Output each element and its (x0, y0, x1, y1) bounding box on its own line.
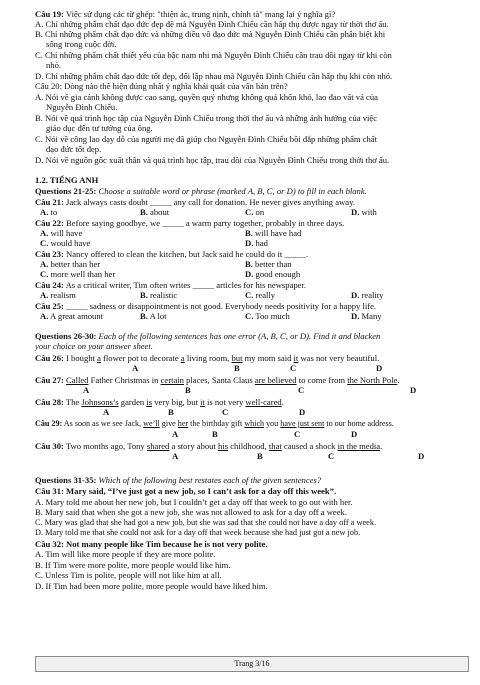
group-26-30-instruction: Questions 26-30: Each of the following sentences has one error (A, B, C, or D). Find it and blacken (35, 331, 381, 341)
q24-option-b: B. realistic (140, 290, 178, 300)
page-number: Trang 3/16 (234, 659, 270, 668)
q22-stem: Câu 22: Before saying goodbye, we _____ a warm party together, probably in three days. (35, 218, 345, 228)
q21-option-b: B. about (140, 207, 170, 217)
q23-option-a: A. better than her (40, 259, 101, 269)
q21-stem: Câu 21: Jack always casts doubt _____ any call for donation. He never gives anything away. (35, 197, 355, 207)
q29-mark-b: B (212, 429, 218, 439)
q32-option-d: D. If Tim had been more polite, more people would have liked him. (35, 581, 268, 591)
q31-option-b: B. Mary said that when she got a new job, she was not allowed to ask for a day off a week. (35, 507, 348, 517)
q20-option-b-cont: giáo dục đến tư tưởng của ông. (46, 123, 153, 133)
q20-option-b: B. Nói về quá trình học tập của Nguyễn Đình Chiểu trong thời thơ ấu và những ảnh hưởng của việc (35, 113, 378, 123)
q26-mark-d: D (376, 363, 383, 373)
q23-stem: Câu 23: Nancy offered to clean the kitchen, but Jack said he could do it _____. (35, 249, 309, 259)
q20-option-c: C. Nói về công lao dạy dỗ của người mẹ đã giúp cho Nguyễn Đình Chiểu bồi đắp những phẩm chất (35, 134, 378, 144)
q20-option-a-cont: Nguyễn Đình Chiểu. (46, 102, 118, 112)
q28-sentence: Câu 28: The Johnsons’s garden is very big, but it is not very well-cared. (35, 397, 284, 407)
q24-option-d: D. reality (351, 290, 384, 300)
q26-sentence: Câu 26: I bought a flower pot to decorate a living room, but my mom said it was not very beautiful. (35, 353, 380, 363)
q22-option-c: C. would have (40, 238, 91, 248)
group-31-35-instruction: Questions 31-35: Which of the following best restates each of the given sentences? (35, 475, 322, 485)
q20-stem: Câu 20: Dòng nào thể hiện đúng nhất ý nghĩa khái quát của văn bản trên? (35, 81, 288, 91)
q27-mark-d: D (410, 385, 417, 395)
q22-option-b: B. will have had (245, 228, 302, 238)
q31-option-d: D. Mary told me that she could not ask for a day off that week because she had just got a new job. (35, 528, 361, 537)
q21-option-a: A. to (40, 207, 58, 217)
group-26-30-instruction-cont: your choice on your answer sheet. (35, 341, 153, 351)
q19-option-b: B. Chỉ những phẩm chất đạo đức và những điều vô đạo đức mà Nguyễn Đình Chiểu cần phân biệt khi (35, 29, 386, 39)
q24-option-a: A. realism (40, 290, 76, 300)
q24-option-c: C. really (245, 290, 276, 300)
q29-mark-a: A (172, 429, 179, 439)
q32-option-a: A. Tim will like more people if they are more polite. (35, 549, 216, 559)
q28-mark-b: B (168, 407, 174, 417)
q32-option-b: B. If Tim were more polite, more people would like him. (35, 560, 231, 570)
q19-option-b-cont: sống trong cuộc đời. (46, 39, 117, 49)
q21-option-c: C. on (245, 207, 265, 217)
q30-mark-c: C (328, 451, 335, 461)
q26-mark-c: C (290, 363, 297, 373)
section-heading: 1.2. TIẾNG ANH (35, 175, 99, 185)
q22-option-a: A. will have (40, 228, 83, 238)
q23-option-c: C. more well than her (40, 269, 116, 279)
q24-stem: Câu 24: As a critical writer, Tim often writes _____ articles for his newspaper. (35, 280, 307, 290)
q32-stem: Câu 32: Not many people like Tim because he is not very polite. (35, 539, 268, 549)
q27-mark-a: A (83, 385, 90, 395)
q19-option-c-cont: nhỏ. (46, 60, 62, 70)
q32-option-c: C. Unless Tim is polite, people will not like him at all. (35, 570, 222, 580)
group-21-25-instruction: Questions 21-25: Choose a suitable word or phrase (marked A, B, C, or D) to fill in each blank. (35, 186, 367, 196)
q29-mark-d: D (351, 429, 358, 439)
q25-option-c: C. Too much (245, 311, 290, 321)
q30-sentence: Câu 30: Two months ago, Tony shared a story about his childhood, that caused a shock in the media. (35, 441, 383, 451)
q28-mark-c: C (222, 407, 229, 417)
q27-mark-b: B (185, 385, 191, 395)
q29-mark-c: C (294, 429, 301, 439)
q20-option-a: A. Nói về gia cảnh không được cao sang, quyền quý nhưng không quá khốn khó, lao đao vất vả của (35, 92, 378, 102)
q19-stem: Câu 19: Việc sử dụng các từ ghép: "thiện ác, trung nịnh, chính tà" mang lại ý nghĩa gì? (35, 9, 336, 19)
q26-mark-a: A (132, 363, 139, 373)
q30-mark-d: D (418, 451, 425, 461)
q29-sentence: Câu 29: As soon as we see Jack, we’ll give her the birthday gift which you have just sent to our home address. (35, 419, 394, 428)
q23-option-d: D. good enough (245, 269, 301, 279)
q25-option-d: D. Many (351, 311, 382, 321)
q31-option-a: A. Mary told me about her new job, but I couldn’t get a day off that week to go out with her. (35, 497, 353, 507)
q19-option-c: C. Chỉ những phẩm chất thiết yếu của bậc nam nhi mà Nguyễn Đình Chiểu cần trau dồi ngay từ khi còn (35, 50, 392, 60)
q22-option-d: D. had (245, 238, 268, 248)
q21-option-d: D. with (351, 207, 377, 217)
q25-stem: Câu 25: _____ sadness or disappointment is not good. Everybody needs positivity for a happy life. (35, 301, 377, 311)
q20-option-c-cont: đạo đức tốt đẹp. (46, 144, 102, 154)
q26-mark-b: B (234, 363, 240, 373)
q30-mark-b: B (257, 451, 263, 461)
q31-option-c: C. Mary was glad that she had got a new job, but she was sad that she could not have a day off a week. (35, 518, 377, 527)
q28-mark-d: D (299, 407, 306, 417)
q19-option-d: D. Chỉ những phẩm chất đạo đức tốt đẹp, đối lập nhau mà Nguyễn Đình Chiểu cần hấp thụ khi còn nhỏ. (35, 71, 393, 81)
q27-sentence: Câu 27: Called Father Christmas in certain places, Santa Claus are believed to come from the North Pole. (35, 375, 400, 385)
q19-option-a: A. Chỉ những phẩm chất đạo đức đẹp đẽ mà Nguyễn Đình Chiểu cần hấp thụ được ngay từ thời thơ ấu. (35, 19, 389, 29)
q27-mark-c: C (298, 385, 305, 395)
q20-option-d: D. Nói về nguồn gốc xuất thân và quá trình học tập, trau dồi của Nguyễn Đình Chiểu trong thời thơ ấu. (35, 155, 390, 165)
q25-option-a: A. A great amount (40, 311, 104, 321)
q28-mark-a: A (103, 407, 110, 417)
q25-option-b: B. A lot (140, 311, 167, 321)
page-footer (35, 656, 469, 672)
q30-mark-a: A (172, 451, 179, 461)
q31-stem: Câu 31: Mary said, “I’ve just got a new job, so I can’t ask for a day off this week”. (35, 486, 337, 496)
q23-option-b: B. better than (245, 259, 292, 269)
